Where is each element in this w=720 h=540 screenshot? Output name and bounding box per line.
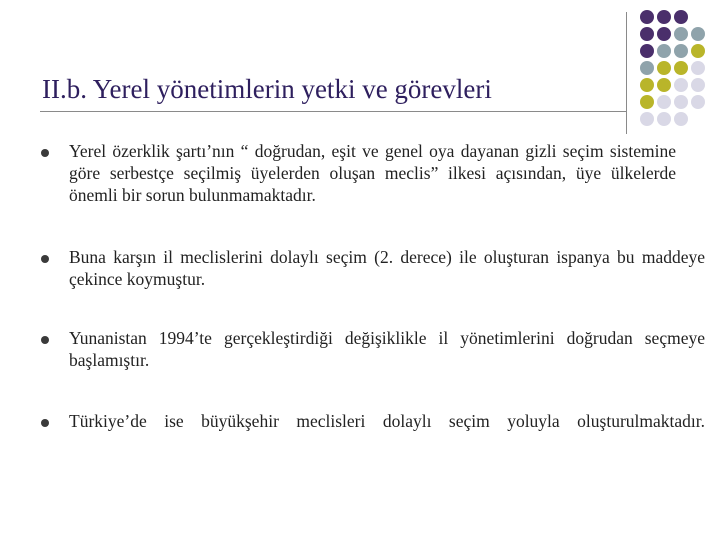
decorative-dot [657,112,671,126]
bullet-dot-icon [41,419,49,427]
decorative-dot [657,10,671,24]
decorative-dot [674,27,688,41]
decorative-dot [674,10,688,24]
decorative-dot [657,27,671,41]
bullet-text: Yerel özerklik şartı’nın “ doğrudan, eşit ve genel oya dayanan gizli seçim sistemine göre serbestçe seçilmiş üyelerden oluşan meclis” ilkesi açısından, üye ülkelerde önemli bir sorun bulunmamaktadır. [69,141,676,205]
decorative-dot [691,44,705,58]
decorative-dot [674,112,688,126]
bullet-list [40,138,705,431]
decorative-dot [640,112,654,126]
decorative-dot [640,10,654,24]
decorative-dot [674,44,688,58]
decorative-dot [657,78,671,92]
bullet-item [40,410,705,432]
decorative-dot [691,27,705,41]
decorative-dot [640,27,654,41]
decorative-dot [640,44,654,58]
decorative-dot [691,78,705,92]
decorative-dot [657,44,671,58]
bullet-dot-icon [41,336,49,344]
bullet-dot-icon [41,149,49,157]
decorative-dot [657,61,671,75]
decorative-dot [674,78,688,92]
decorative-dot [640,61,654,75]
decorative-dot [657,95,671,109]
decorative-dot [640,78,654,92]
vertical-divider [626,12,627,134]
bullet-text: Türkiye’de ise büyükşehir meclisleri dolaylı seçim yoluyla oluşturulmaktadır. [69,411,705,431]
decorative-dot [691,61,705,75]
bullet-dot-icon [41,255,49,263]
decorative-dot [674,95,688,109]
bullet-text: Buna karşın il meclislerini dolaylı seçim (2. derece) ile oluşturan ispanya bu maddeye çekince koymuştur. [69,247,705,289]
slide-title: II.b. Yerel yönetimlerin yetki ve görevleri [42,74,492,104]
bullet-item [40,246,705,290]
decorative-dot [691,95,705,109]
decorative-dot [640,95,654,109]
bullet-item [40,140,676,206]
decorative-dot [674,61,688,75]
title-divider [40,111,626,112]
bullet-text: Yunanistan 1994’te gerçekleştirdiği değişiklikle il yönetimlerini doğrudan seçmeye başlamıştır. [69,328,705,370]
bullet-item [40,327,705,371]
